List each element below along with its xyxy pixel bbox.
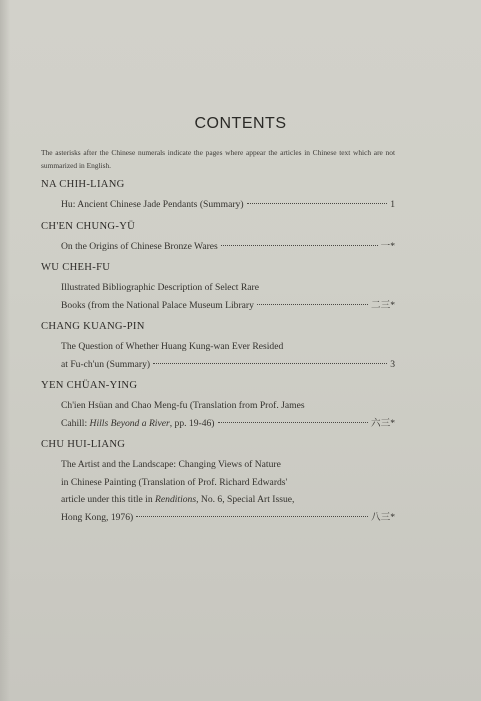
article-title-line: at Fu-ch'un (Summary) <box>61 358 151 370</box>
entry-article <box>61 397 395 432</box>
article-title-line: On the Origins of Chinese Bronze Wares <box>61 240 218 252</box>
contents-entry <box>41 261 395 314</box>
article-title-prefix: article under this title in <box>61 494 156 505</box>
asterisk-note: The asterisks after the Chinese numerals indicate the pages where appear the articles in Chinese text which are not summarized in English. <box>41 148 395 170</box>
dot-leader <box>257 304 368 305</box>
dot-leader <box>136 516 368 517</box>
page-number: 二三* <box>371 299 395 311</box>
dot-leader <box>153 363 387 364</box>
entry-author: CH'EN CHUNG-YÜ <box>41 220 136 232</box>
article-title-line: Hu: Ancient Chinese Jade Pendants (Summary) <box>61 199 244 210</box>
article-title-line: Hong Kong, 1976) <box>61 511 134 523</box>
contents-list <box>41 178 395 532</box>
page-number: 八三* <box>371 511 395 523</box>
dot-leader <box>247 203 388 204</box>
entry-author: NA CHIH-LIANG <box>41 179 125 190</box>
article-title-line: Illustrated Bibliographic Description of Select Rare <box>61 282 259 293</box>
entry-article <box>61 456 395 526</box>
contents-entry <box>41 220 395 256</box>
contents-entry <box>41 438 395 526</box>
dot-leader <box>221 245 378 246</box>
entry-author: WU CHEH-FU <box>41 262 111 273</box>
contents-entry <box>41 320 395 373</box>
article-title-suffix: , pp. 19-46) <box>169 417 215 429</box>
entry-article <box>61 279 395 314</box>
entry-author: YEN CHÜAN-YING <box>41 380 138 391</box>
page-title: CONTENTS <box>194 115 287 132</box>
article-title-line: Books (from the National Palace Museum Library <box>61 299 254 311</box>
article-title-suffix: , No. 6, Special Art Issue, <box>196 494 295 505</box>
page-number: 一* <box>380 240 395 252</box>
entry-article <box>61 196 395 214</box>
entry-article <box>61 238 395 256</box>
dot-leader <box>218 422 369 423</box>
page-number: 六三* <box>371 417 395 429</box>
article-title-line: in Chinese Painting (Translation of Prof. Richard Edwards' <box>61 476 288 488</box>
entry-author: CHANG KUANG-PIN <box>41 321 145 332</box>
page-number: 3 <box>390 358 395 370</box>
article-title-line: The Question of Whether Huang Kung-wan Ever Resided <box>61 341 284 352</box>
book-title-italic: Hills Beyond a River <box>89 417 170 429</box>
contents-entry <box>41 379 395 432</box>
article-title-line: Ch'ien Hsüan and Chao Meng-fu (Translation from Prof. James <box>61 400 305 411</box>
entry-author: CHU HUI-LIANG <box>41 439 126 450</box>
article-title-prefix: Cahill: <box>61 417 88 429</box>
entry-article <box>61 338 395 373</box>
contents-entry <box>41 178 395 214</box>
article-title-line: The Artist and the Landscape: Changing Views of Nature <box>61 459 281 470</box>
page-number: 1 <box>390 199 395 210</box>
journal-title-italic: Renditions <box>155 494 197 505</box>
